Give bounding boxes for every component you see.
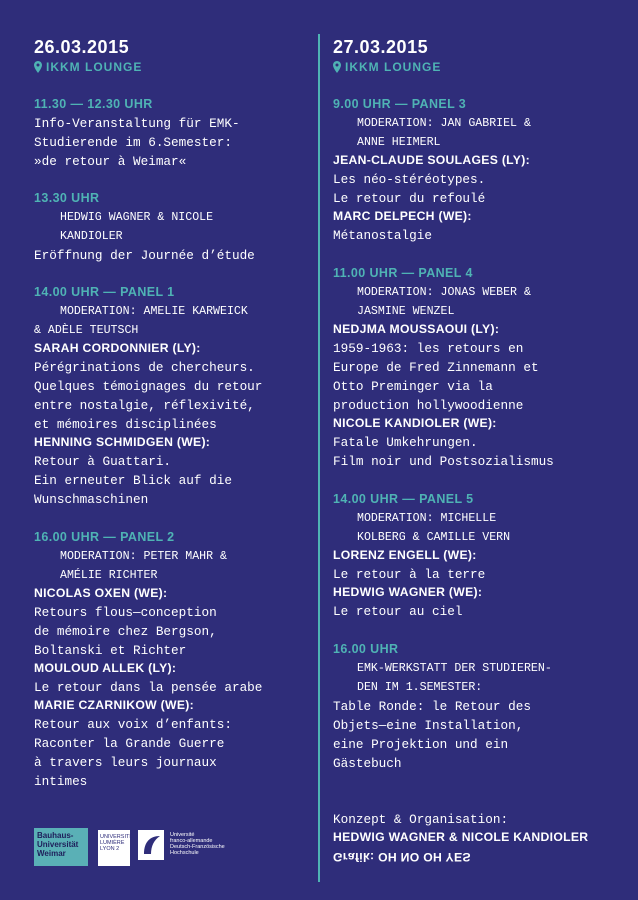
lyon2-logo (98, 830, 134, 866)
speaker-name: MARC DELPECH (WE): (333, 209, 472, 223)
speaker-names: KANDIOLER (60, 230, 123, 243)
graphic-credit: Grafik: OH NO OH YES (333, 850, 471, 864)
speaker-name: NICOLAS OXEN (WE): (34, 586, 168, 600)
speaker-name: MARIE CZARNIKOW (WE): (34, 698, 194, 712)
talk-title: et mémoires disciplinées (34, 417, 217, 432)
moderation: ANNE HEIMERL (357, 136, 441, 149)
talk-title: Gästebuch (333, 756, 402, 771)
talk-title: Film noir und Postsozialismus (333, 454, 554, 469)
talk-title: entre nostalgie, réflexivité, (34, 398, 255, 413)
event-text: Studierende im 6.Semester: (34, 135, 232, 150)
talk-title: eine Projektion und ein (333, 737, 509, 752)
time-slot: 16.00 UHR — PANEL 2 (34, 530, 175, 544)
time-slot: 14.00 UHR — PANEL 1 (34, 285, 175, 299)
ufa-logo-text: Université franco-allemande Deutsch-Französische Hochschule (170, 832, 225, 856)
moderation: MODERATION: AMELIE KARWEICK (60, 305, 248, 318)
speaker-name: HEDWIG WAGNER (WE): (333, 585, 483, 599)
time-slot: 14.00 UHR — PANEL 5 (333, 492, 474, 506)
talk-title: Retours flous—conception (34, 605, 217, 620)
talk-title: production hollywoodienne (333, 398, 524, 413)
talk-title: Europe de Fred Zinnemann et (333, 360, 539, 375)
talk-title: Objets—eine Installation, (333, 718, 524, 733)
date-right: 27.03.2015 (333, 37, 429, 57)
time-slot: 11.30 — 12.30 UHR (34, 97, 153, 111)
speaker-name: LORENZ ENGELL (WE): (333, 548, 477, 562)
talk-title: intimes (34, 774, 88, 789)
venue-left (34, 60, 142, 74)
event-text: »de retour à Weimar« (34, 154, 187, 169)
talk-title: 1959-1963: les retours en (333, 341, 524, 356)
talk-title: Pérégrinations de chercheurs. (34, 360, 255, 375)
venue-label: IKKM LOUNGE (345, 60, 442, 74)
moderation: MODERATION: MICHELLE (357, 512, 497, 525)
bauhaus-logo (34, 828, 88, 866)
venue-label: IKKM LOUNGE (46, 60, 143, 74)
speaker-name: NEDJMA MOUSSAOUI (LY): (333, 322, 500, 336)
talk-title: Le retour du refoulé (333, 191, 486, 206)
talk-title: Les néo-stéréotypes. (333, 172, 486, 187)
talk-title: à travers leurs journaux (34, 755, 217, 770)
bauhaus-logo-text: Bauhaus- Universität Weimar (37, 831, 79, 858)
event-text: Info-Veranstaltung für EMK- (34, 116, 240, 131)
talk-title: Boltanski et Richter (34, 643, 187, 658)
date-left: 26.03.2015 (34, 37, 130, 57)
moderation: MODERATION: JAN GABRIEL & (357, 117, 531, 130)
time-slot: 11.00 UHR — PANEL 4 (333, 266, 473, 280)
talk-title: Le retour à la terre (333, 567, 486, 582)
talk-title: Le retour dans la pensée arabe (34, 680, 263, 695)
moderation: KOLBERG & CAMILLE VERN (357, 531, 511, 544)
lyon2-logo-text: UNIVERSITÉ LUMIÈRE LYON 2 (100, 834, 134, 852)
talk-title: Raconter la Grande Guerre (34, 736, 225, 751)
talk-title: Fatale Umkehrungen. (333, 435, 478, 450)
workshop-title: DEN IM 1.SEMESTER: (357, 681, 483, 694)
map-pin-icon (333, 61, 341, 73)
map-pin-icon (34, 61, 42, 73)
talk-title: Métanostalgie (333, 228, 432, 243)
moderation: JASMINE WENZEL (357, 305, 455, 318)
speaker-names: HEDWIG WAGNER & NICOLE (60, 211, 214, 224)
talk-title: Table Ronde: le Retour des (333, 699, 531, 714)
talk-title: Wunschmaschinen (34, 492, 149, 507)
talk-title: Retour à Guattari. (34, 454, 172, 469)
talk-title: Le retour au ciel (333, 604, 463, 619)
workshop-title: EMK-WERKSTATT DER STUDIEREN- (357, 662, 552, 675)
time-slot: 16.00 UHR (333, 642, 399, 656)
moderation: MODERATION: JONAS WEBER & (357, 286, 531, 299)
moderation: MODERATION: PETER MAHR & (60, 550, 227, 563)
speaker-name: SARAH CORDONNIER (LY): (34, 341, 201, 355)
talk-title: Retour aux voix d’enfants: (34, 717, 232, 732)
time-slot: 9.00 UHR — PANEL 3 (333, 97, 467, 111)
talk-title: Ein erneuter Blick auf die (34, 473, 232, 488)
speaker-name: MOULOUD ALLEK (LY): (34, 661, 177, 675)
organizers: HEDWIG WAGNER & NICOLE KANDIOLER (333, 830, 589, 844)
speaker-name: NICOLE KANDIOLER (WE): (333, 416, 497, 430)
time-slot: 13.30 UHR (34, 191, 100, 205)
speaker-name: JEAN-CLAUDE SOULAGES (LY): (333, 153, 530, 167)
venue-right (333, 60, 441, 74)
talk-title: Quelques témoignages du retour (34, 379, 263, 394)
moderation: AMÉLIE RICHTER (60, 569, 158, 582)
ufa-mark-icon (138, 830, 164, 860)
talk-title: de mémoire chez Bergson, (34, 624, 217, 639)
event-text: Eröffnung der Journée d’étude (34, 248, 255, 263)
column-divider (318, 34, 320, 882)
credits-heading: Konzept & Organisation: (333, 812, 509, 827)
moderation: & ADÈLE TEUTSCH (34, 324, 139, 337)
ufa-logo (138, 830, 238, 864)
speaker-name: HENNING SCHMIDGEN (WE): (34, 435, 211, 449)
talk-title: Otto Preminger via la (333, 379, 493, 394)
